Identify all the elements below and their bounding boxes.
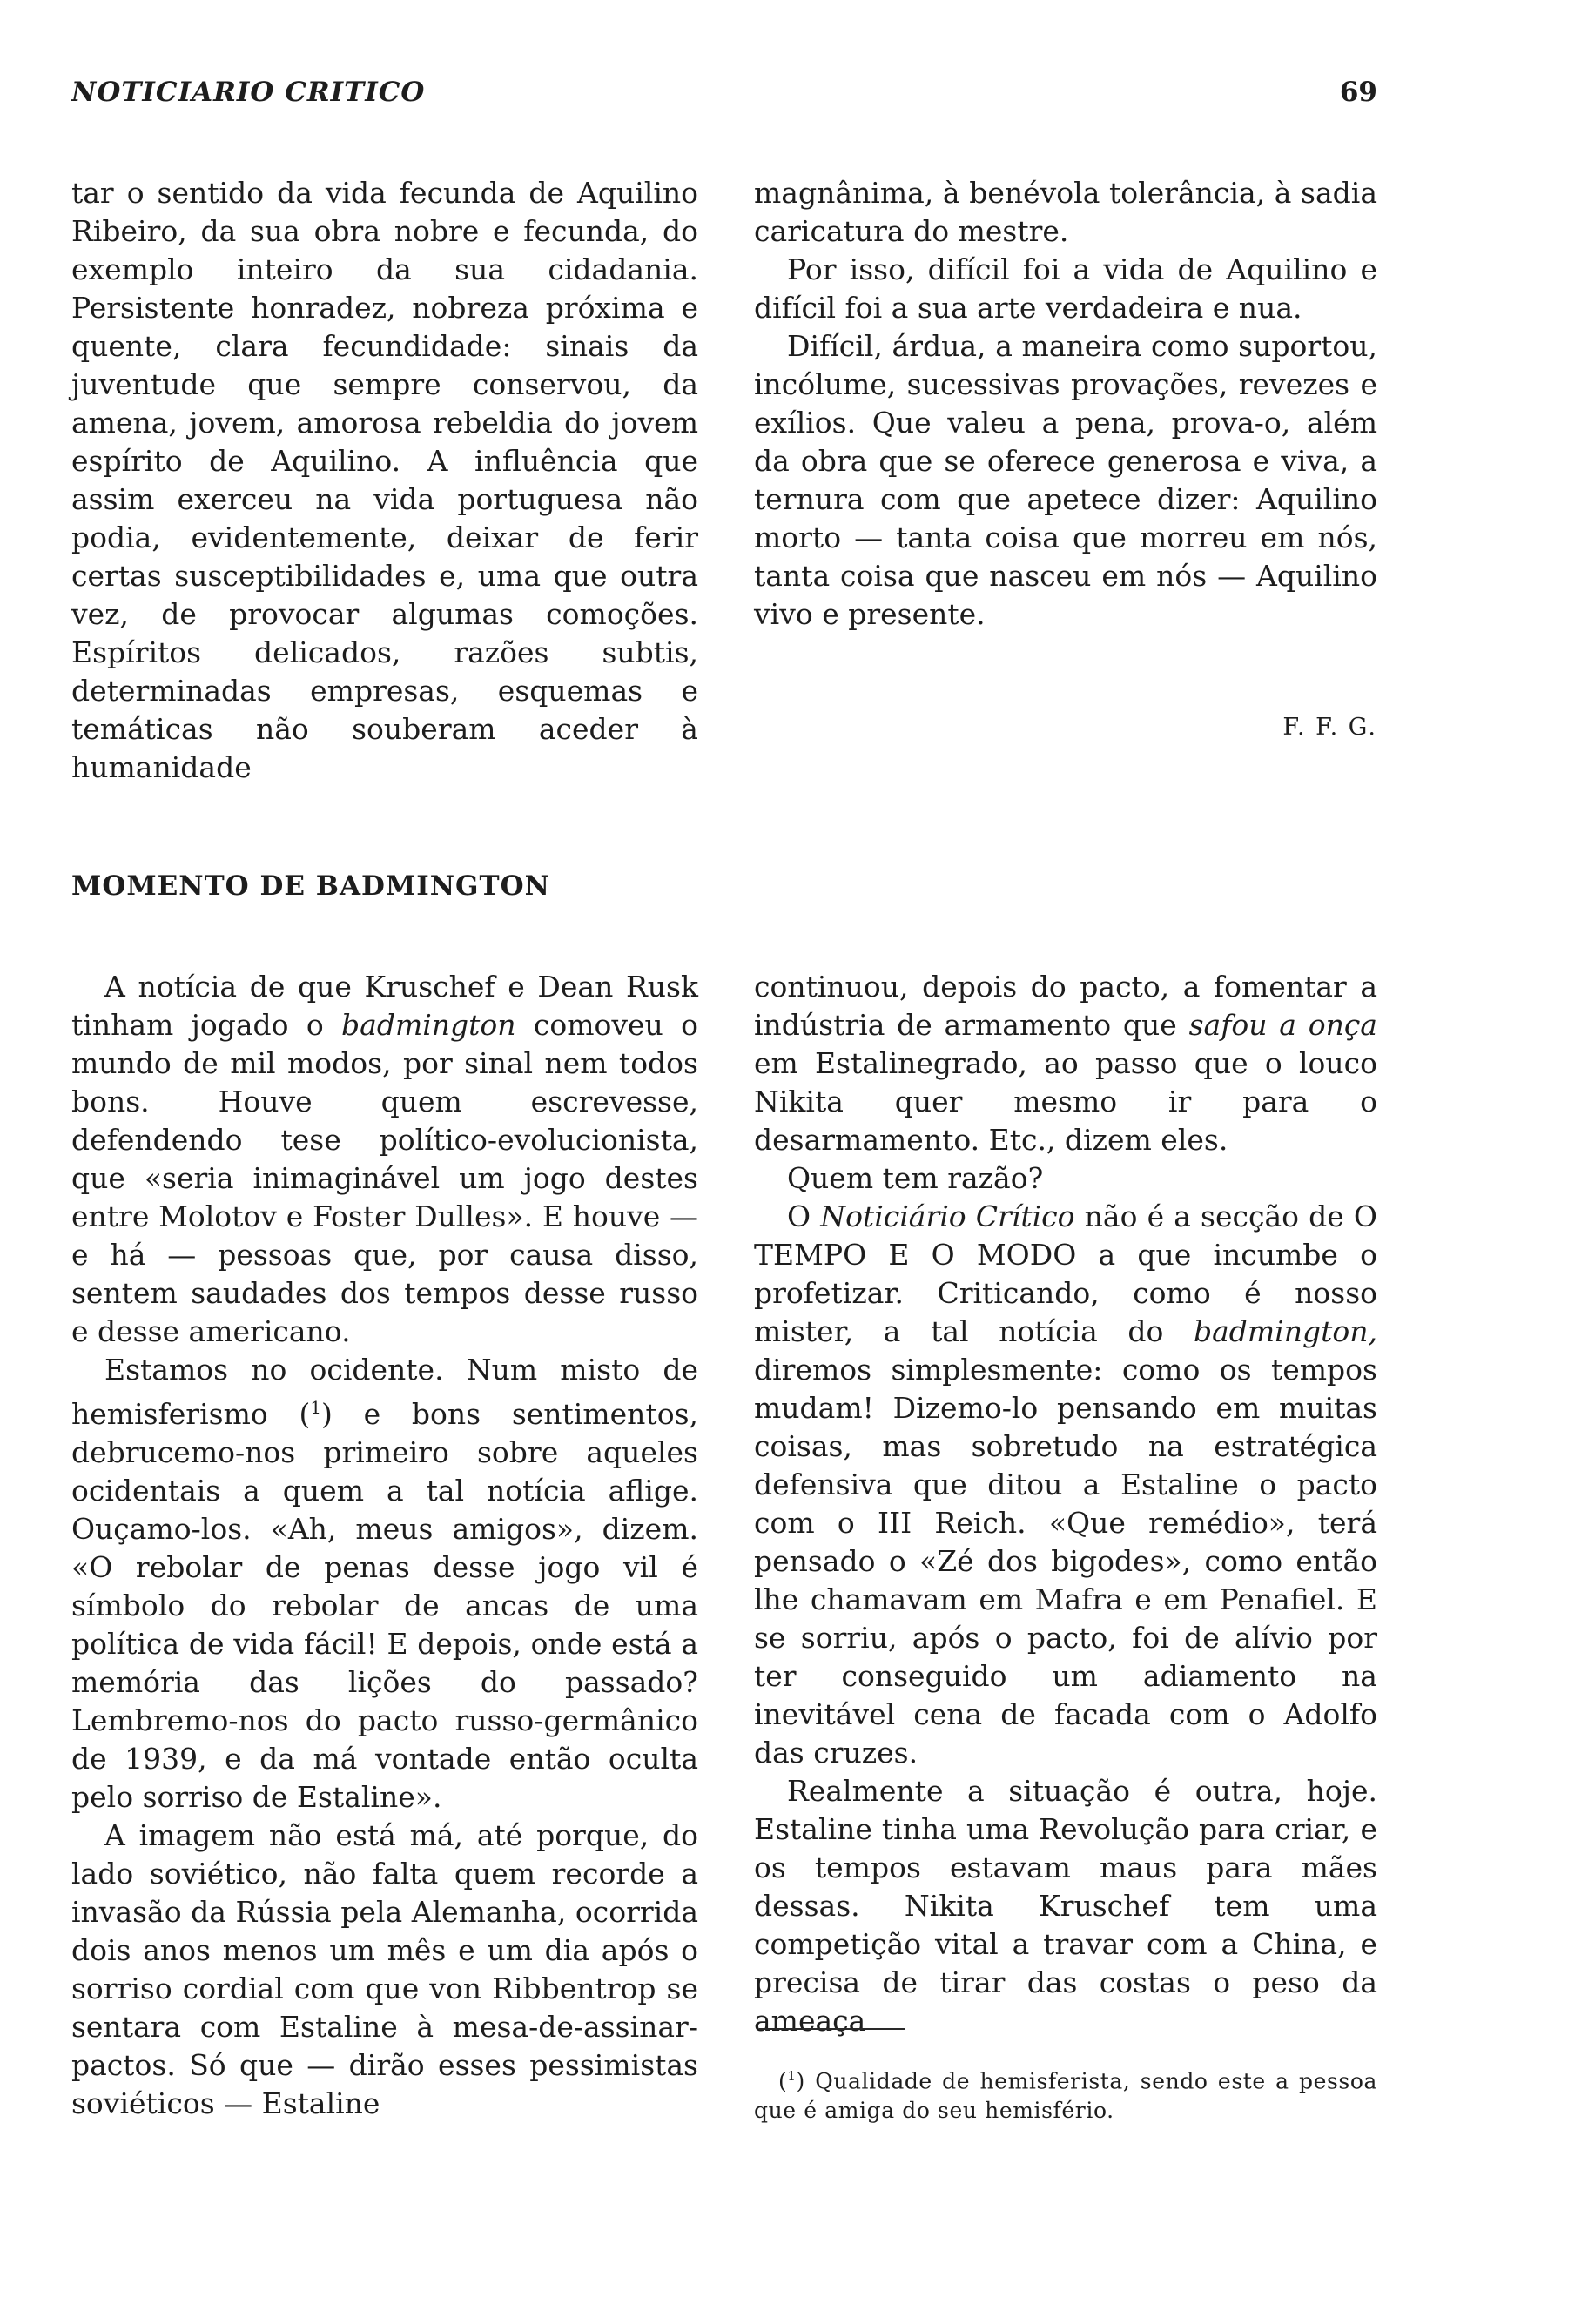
footnote-divider [759, 2028, 905, 2030]
text-run: em Estalinegrado, ao passo que o louco Nikita quer mesmo ir para o desarmamento. Etc., dizem eles. [754, 1046, 1377, 1157]
text-run: continuou, depois do pacto, a fomentar a indústria de armamento que [754, 970, 1377, 1042]
text-run: ) e bons sentimentos, debrucemo-nos primeiro sobre aqueles ocidentais a quem a tal notícia aflige. Ouçamo-los. «Ah, meus amigos», dizem. «O rebolar de penas desse jogo vil é símbolo do rebolar de ancas de uma política de vida fácil! E depois, onde está a memória das lições do passado? Lembremo-nos do pacto russo-germânico de 1939, e da má vontade então oculta pelo sorriso de Estaline». [71, 1397, 698, 1814]
article1-paragraph: tar o sentido da vida fecunda de Aquilino Ribeiro, da sua obra nobre e fecunda, do exemplo inteiro da sua cidadania. Persistente honradez, nobreza próxima e quente, clara fecundidade: sinais da juventude que sempre conservou, da amena, jovem, amorosa rebeldia do jovem espírito de Aquilino. A influência que assim exerceu na vida portuguesa não podia, evidentemente, deixar de ferir certas susceptibilidades e, uma que outra vez, de provocar algumas comoções. Espíritos delicados, razões subtis, determinadas empresas, esquemas e temáticas não souberam aceder à humanidade [71, 176, 698, 784]
footnote-marker: 1 [787, 2068, 797, 2084]
running-header: NOTICIARIO CRITICO [71, 77, 426, 108]
text-run: comoveu o mundo de mil modos, por sinal nem todos bons. Houve quem escrevesse, defendendo tese político-evolucionista, que «seria inimaginável um jogo destes entre Molotov e Foster Dulles». E houve — e há — pessoas que, por causa disso, sentem saudades dos tempos desse russo e desse americano. [71, 1008, 698, 1348]
article1-paragraph: magnânima, à benévola tolerância, à sadia caricatura do mestre. [754, 176, 1377, 248]
footnote-reference: 1 [310, 1398, 321, 1418]
italic-term: safou a onça [1188, 1008, 1377, 1042]
article1-right-column [754, 174, 1377, 634]
italic-term: badmington, [1193, 1314, 1377, 1348]
text-run: Estamos no ocidente. Num misto de hemisferismo ( [71, 1353, 698, 1431]
article2-paragraph [754, 968, 1377, 1159]
italic-term: Noticiário Crítico [820, 1199, 1075, 1233]
article2-paragraph [754, 1198, 1377, 1772]
text-run: não é a secção de O TEMPO E O MODO a que incumbe o profetizar. Criticando, como é nosso mister, a tal notícia do [754, 1199, 1377, 1348]
footnote-text: Qualidade de hemisferista, sendo este a pessoa que é amiga do seu hemisfério. [754, 2068, 1377, 2124]
italic-term: badmington [341, 1008, 516, 1042]
article2-paragraph: A imagem não está má, até porque, do lado soviético, não falta quem recorde a invasão da Rússia pela Alemanha, ocorrida dois anos menos um mês e um dia após o sorriso cordial com que von Ribbentrop se sentara com Estaline à mesa-de-assinar-pactos. Só que — dirão esses pessimistas soviéticos — Estaline [71, 1818, 698, 2120]
article1-left-column [71, 174, 698, 787]
text-run: O [787, 1199, 821, 1233]
article2-paragraph [71, 1351, 698, 1817]
page-number: 69 [1339, 77, 1377, 108]
section-title: MOMENTO DE BADMINGTON [71, 870, 550, 902]
text-run: diremos simplesmente: como os tempos mudam! Dizemo-lo pensando em muitas coisas, mas sobretudo na estratégica defensiva que ditou a Estaline o pacto com o III Reich. «Que remédio», terá pensado o «Zé dos bigodes», como então lhe chamavam em Mafra e em Penafiel. E se sorriu, após o pacto, foi de alívio por ter conseguido um adiamento na inevitável cena de facada com o Adolfo das cruzes. [754, 1353, 1377, 1770]
footnote: ($^1$) Qualidade de hemisferista, sendo este a pessoa que é amiga do seu hemisfério. [754, 2068, 1377, 2124]
article1-paragraph: Por isso, difícil foi a vida de Aquilino e difícil foi a sua arte verdadeira e nua. [754, 252, 1377, 325]
article2-right-column [754, 968, 1377, 2040]
article2-paragraph [71, 968, 698, 1351]
article2-left-column [71, 968, 698, 2123]
article2-paragraph: Quem tem razão? [787, 1161, 1044, 1195]
article2-paragraph: Realmente a situação é outra, hoje. Estaline tinha uma Revolução para criar, e os tempos estavam maus para mães dessas. Nikita Kruschef tem uma competição vital a travar com a China, e precisa de tirar das costas o peso da ameaça [754, 1774, 1377, 2038]
text-run: A notícia de que Kruschef e Dean Rusk tinham jogado o [71, 970, 698, 1042]
article1-paragraph: Difícil, árdua, a maneira como suportou, incólume, sucessivas provações, revezes e exílios. Que valeu a pena, prova-o, além da obra que se oferece generosa e viva, a ternura com que apetece dizer: Aquilino morto — tanta coisa que morreu em nós, tanta coisa que nasceu em nós — Aquilino vivo e presente. [754, 329, 1377, 631]
author-signature: F. F. G. [1282, 714, 1377, 741]
